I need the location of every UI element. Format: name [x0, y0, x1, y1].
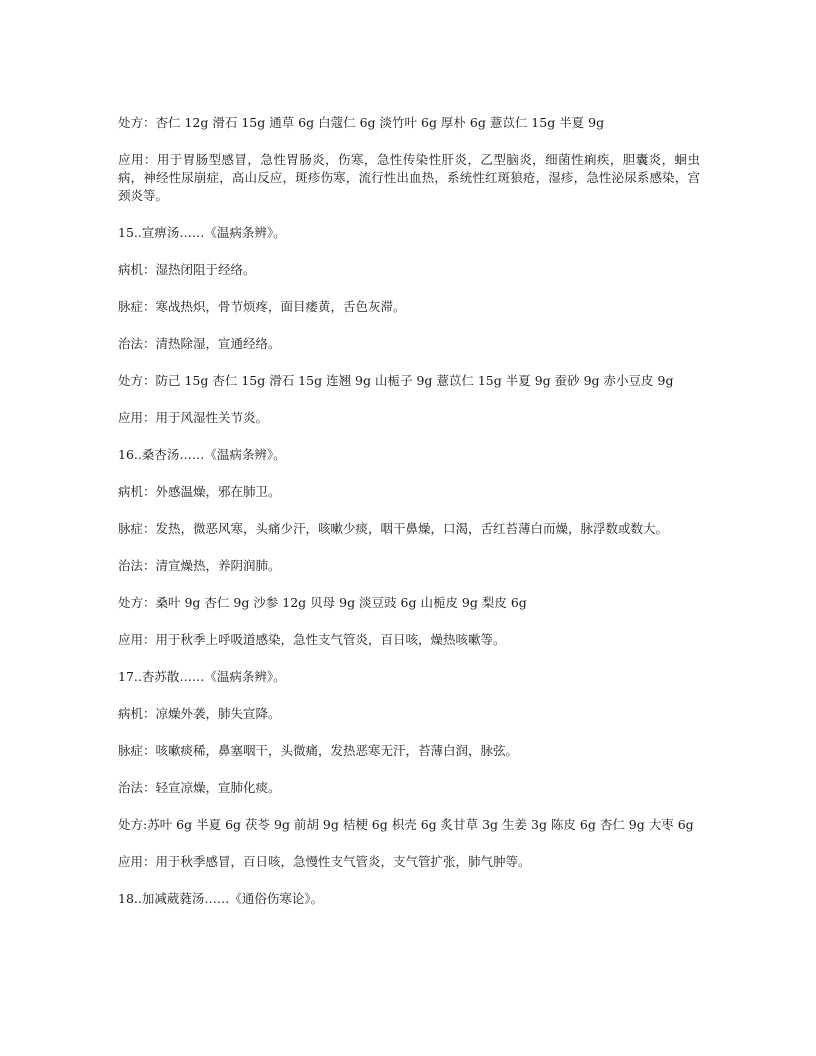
prescription-paragraph: 处方:苏叶 6g 半夏 6g 茯苓 9g 前胡 9g 桔梗 6g 枳壳 6g 炙甘草 3g 生姜 3g 陈皮 6g 杏仁 9g 大枣 6g — [118, 817, 694, 832]
application-paragraph: 应用：用于秋季上呼吸道感染，急性支气管炎，百日咳，燥热咳嗽等。 — [118, 632, 506, 647]
application-paragraph: 应用：用于秋季感冒，百日咳，急慢性支气管炎，支气管扩张，肺气肿等。 — [118, 854, 531, 869]
pathogenesis-paragraph: 病机：外感温燥，邪在肺卫。 — [118, 484, 281, 499]
symptoms-paragraph: 脉症：发热，微恶风寒，头痛少汗，咳嗽少痰，咽干鼻燥，口渴，舌红苔薄白而燥，脉浮数或数大。 — [118, 521, 669, 536]
treatment-paragraph: 治法：轻宣凉燥，宣肺化痰。 — [118, 780, 281, 795]
document-page — [118, 114, 700, 927]
prescription-paragraph: 处方：杏仁 12g 滑石 15g 通草 6g 白蔻仁 6g 淡竹叶 6g 厚朴 6g 薏苡仁 15g 半夏 9g — [118, 115, 605, 130]
prescription-paragraph: 处方：防己 15g 杏仁 15g 滑石 15g 连翘 9g 山栀子 9g 薏苡仁 15g 半夏 9g 蚕砂 9g 赤小豆皮 9g — [118, 373, 674, 388]
formula-heading: 16..桑杏汤……《温病条辨》。 — [118, 447, 286, 462]
symptoms-paragraph: 脉症：寒战热炽，骨节烦疼，面目痿黄，舌色灰滞。 — [118, 299, 406, 314]
treatment-paragraph: 治法：清热除湿，宣通经络。 — [118, 336, 281, 351]
formula-heading: 15..宣痹汤……《温病条辨》。 — [118, 225, 286, 240]
symptoms-paragraph: 脉症：咳嗽痰稀，鼻塞咽干，头微痛，发热恶寒无汗，苔薄白润，脉弦。 — [118, 743, 519, 758]
application-paragraph: 应用：用于风湿性关节炎。 — [118, 410, 269, 425]
pathogenesis-paragraph: 病机：凉燥外袭，肺失宣降。 — [118, 706, 281, 721]
treatment-paragraph: 治法：清宣燥热，养阴润肺。 — [118, 558, 281, 573]
pathogenesis-paragraph: 病机：湿热闭阻于经络。 — [118, 262, 256, 277]
formula-heading: 18..加减葳蕤汤……《通俗伤寒论》。 — [118, 891, 324, 906]
prescription-paragraph: 处方：桑叶 9g 杏仁 9g 沙参 12g 贝母 9g 淡豆豉 6g 山栀皮 9g 梨皮 6g — [118, 595, 527, 610]
application-paragraph: 应用：用于胃肠型感冒，急性胃肠炎，伤寒，急性传染性肝炎，乙型脑炎，细菌性痢疾，胆囊炎，蛔虫病，神经性尿崩症，高山反应，斑疹伤寒，流行性出血热，系统性红斑狼疮，湿疹，急性泌尿系感染，宫颈炎等。 — [118, 152, 700, 203]
formula-heading: 17..杏苏散……《温病条辨》。 — [118, 669, 286, 684]
